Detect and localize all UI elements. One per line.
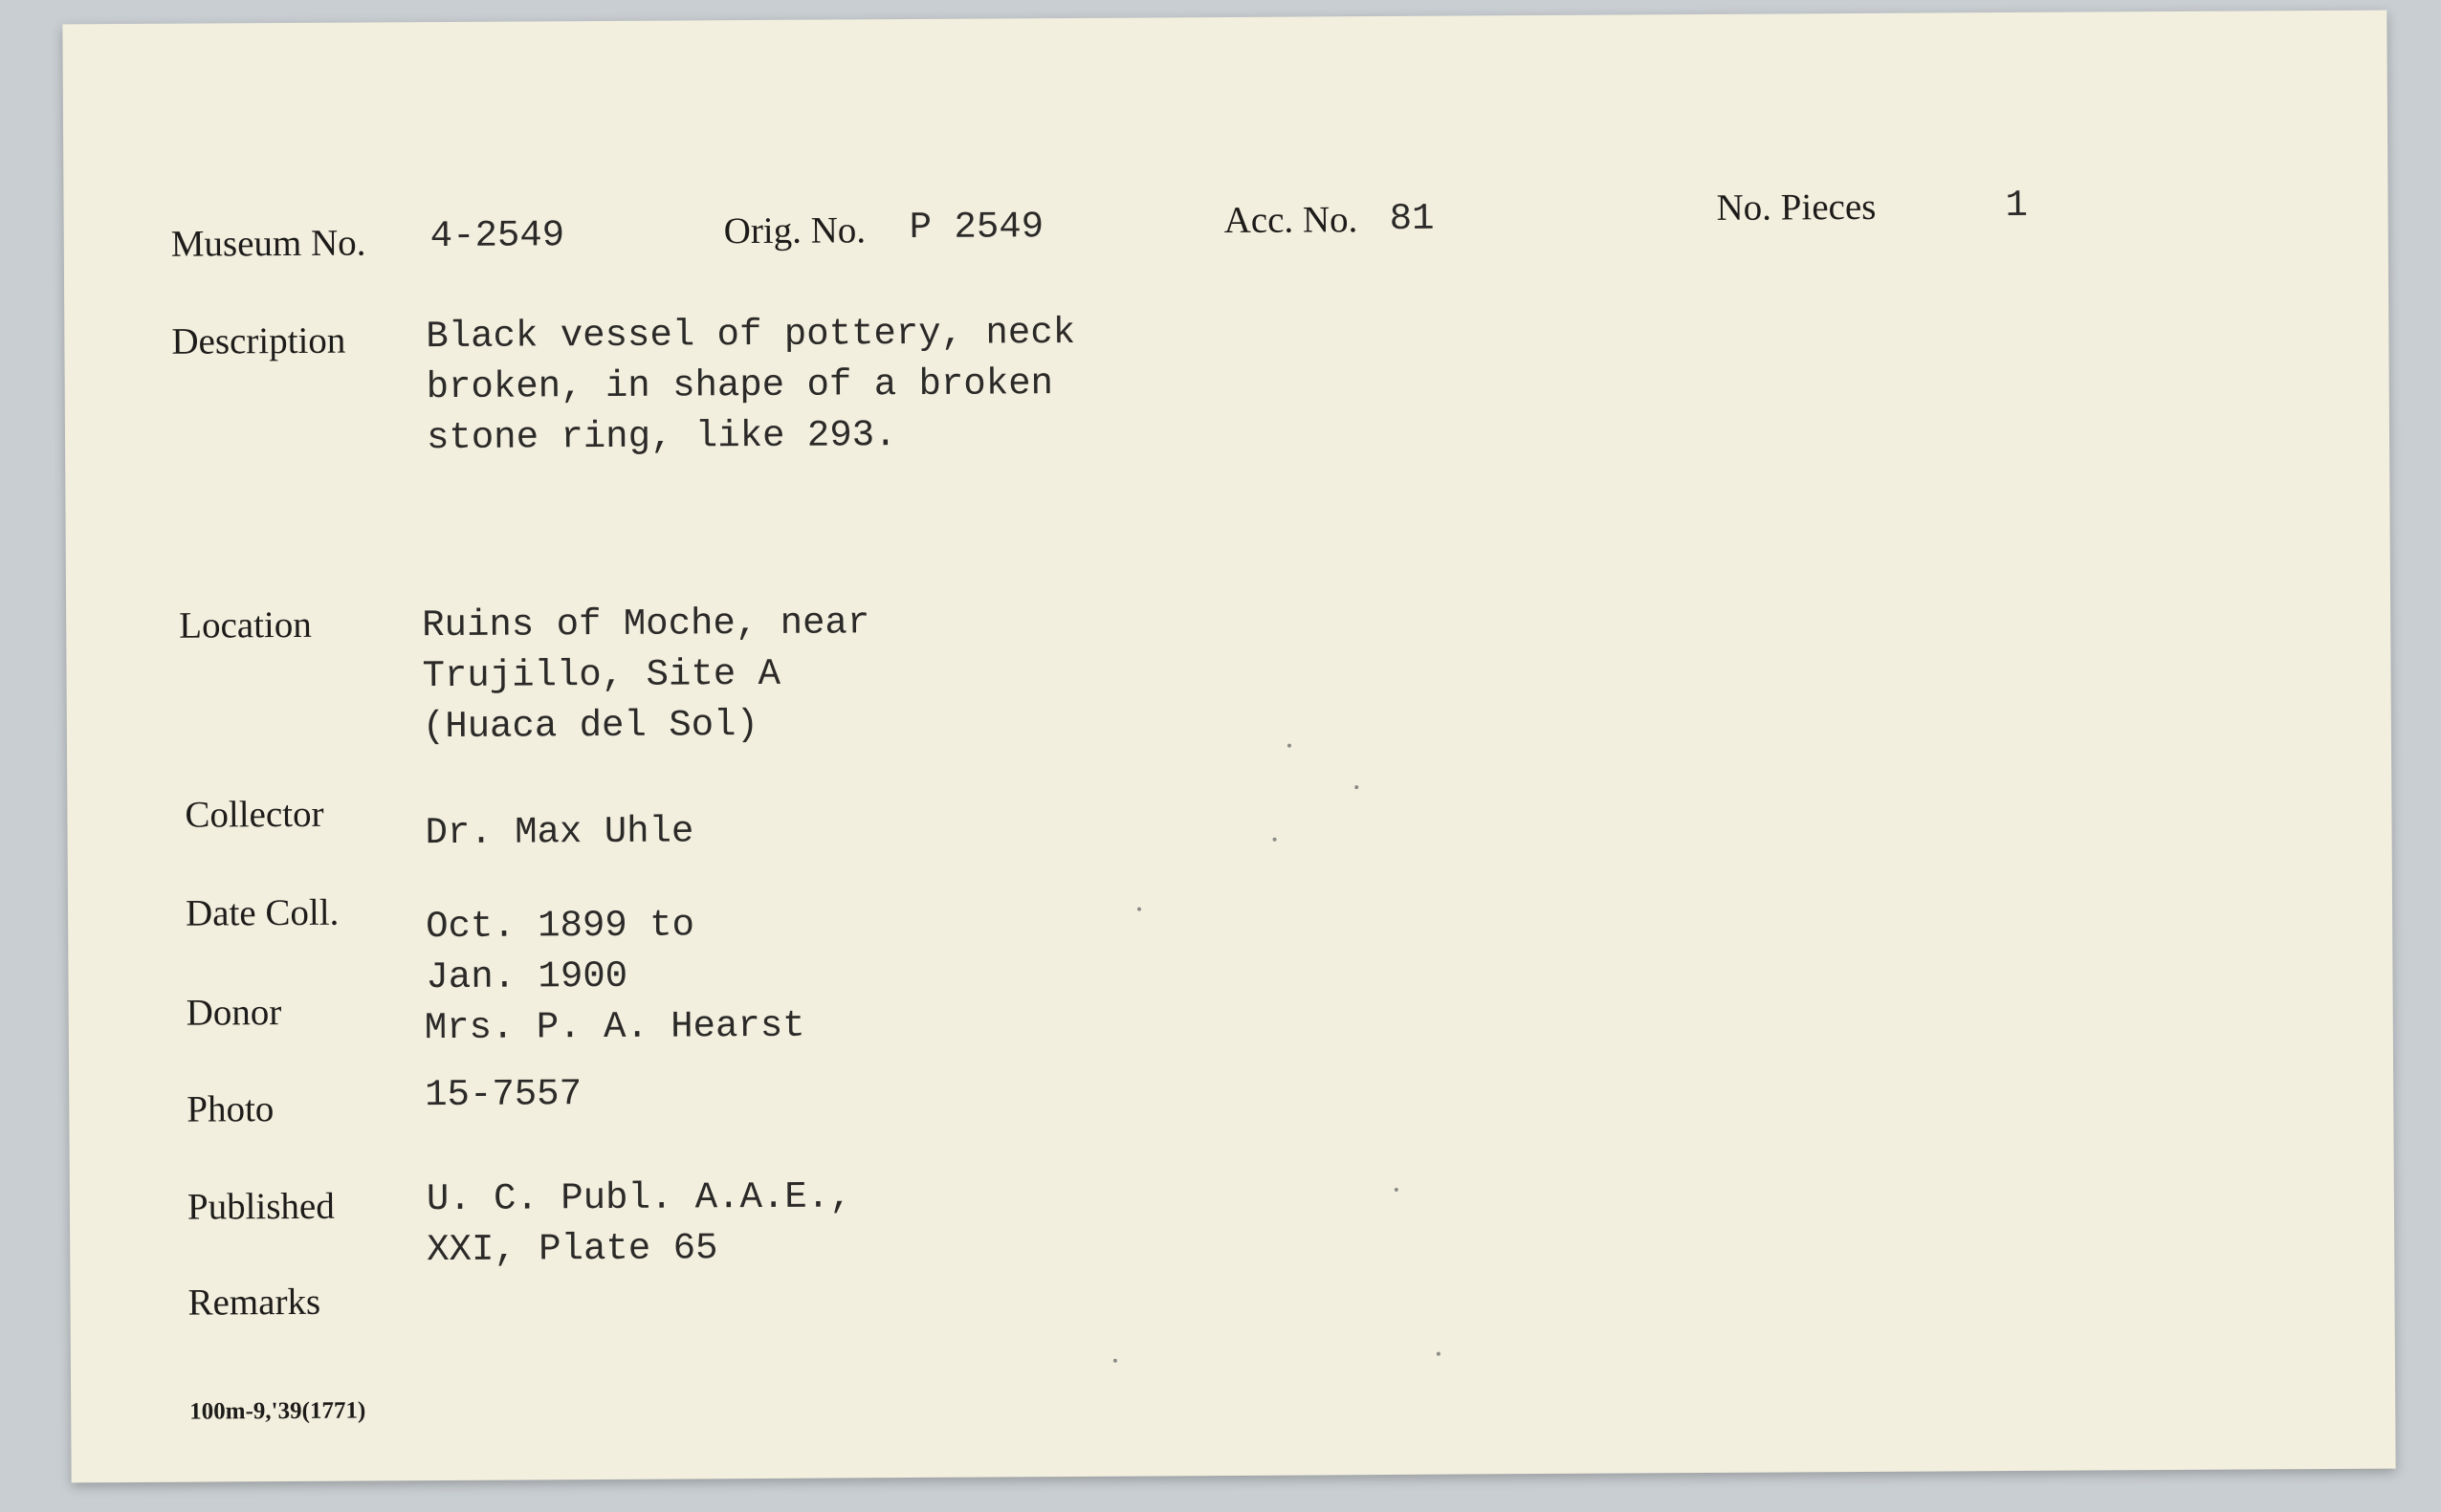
description-line: broken, in shape of a broken	[426, 362, 1054, 409]
paper-speck	[1354, 785, 1358, 789]
paper-speck	[1113, 1359, 1117, 1363]
orig-no-label: Orig. No.	[723, 209, 867, 252]
date-line: Oct. 1899 to	[426, 904, 695, 949]
orig-no-value: P 2549	[909, 206, 1045, 250]
no-pieces-label: No. Pieces	[1716, 186, 1877, 229]
paper-speck	[1287, 744, 1291, 748]
no-pieces-value: 1	[2005, 184, 2029, 228]
donor-label: Donor	[186, 992, 282, 1034]
museum-no-label: Museum No.	[170, 222, 366, 265]
location-line: Ruins of Moche, near	[422, 602, 870, 647]
published-line: U. C. Publ. A.A.E.,	[426, 1175, 852, 1221]
description-value	[426, 308, 1076, 464]
remarks-label: Remarks	[187, 1281, 321, 1324]
donor-value: Mrs. P. A. Hearst	[424, 1004, 805, 1050]
location-line: (Huaca del Sol)	[422, 704, 759, 749]
date-line: Jan. 1900	[426, 954, 628, 999]
date-coll-value	[426, 900, 695, 1003]
paper-speck	[1437, 1352, 1440, 1356]
description-label: Description	[171, 319, 346, 362]
description-line: Black vessel of pottery, neck	[426, 311, 1076, 359]
museum-no-value: 4-2549	[429, 214, 565, 258]
acc-no-value: 81	[1389, 197, 1435, 240]
photo-value: 15-7557	[425, 1073, 583, 1117]
location-line: Trujillo, Site A	[422, 652, 781, 698]
collector-value: Dr. Max Uhle	[425, 810, 694, 855]
published-label: Published	[187, 1185, 335, 1228]
paper-speck	[1395, 1188, 1398, 1192]
paper-speck	[1273, 838, 1277, 842]
paper-speck	[1137, 908, 1141, 911]
published-line: XXI, Plate 65	[427, 1227, 718, 1272]
published-value	[427, 1172, 852, 1276]
description-line: stone ring, like 293.	[426, 414, 897, 460]
acc-no-label: Acc. No.	[1223, 199, 1358, 242]
date-coll-label: Date Coll.	[185, 891, 340, 934]
location-label: Location	[179, 603, 312, 646]
catalog-card	[62, 11, 2395, 1483]
location-value	[422, 598, 870, 753]
collector-label: Collector	[185, 793, 324, 836]
card-print-code: 100m-9,'39(1771)	[189, 1397, 366, 1425]
photo-label: Photo	[187, 1088, 275, 1130]
